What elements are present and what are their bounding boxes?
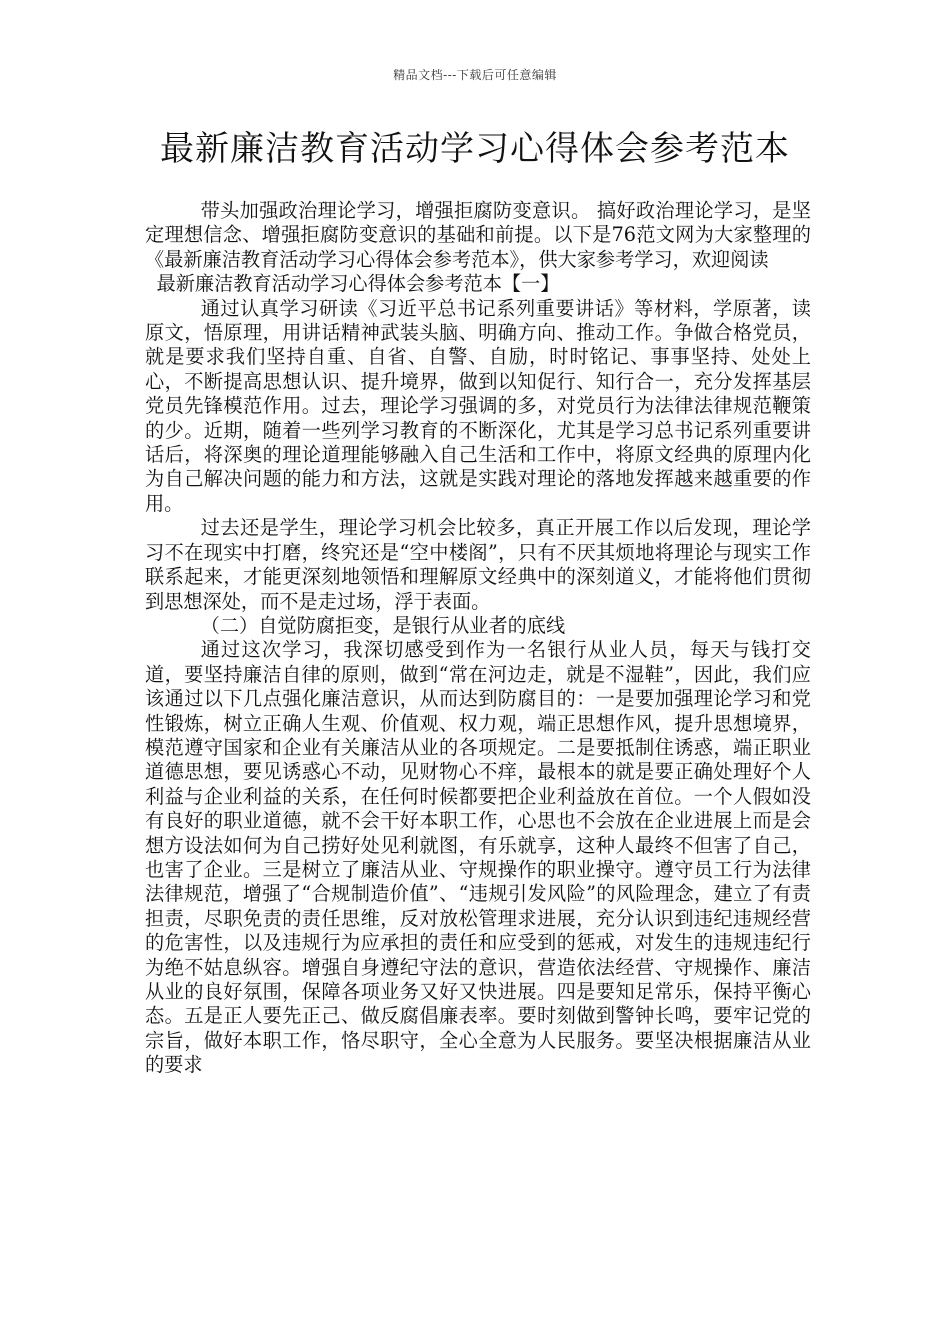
intro-paragraph: 带头加强政治理论学习，增强拒腐防变意识。 搞好政治理论学习，是坚定理想信念、增强拒腐防变意识的基础和前提。以下是76范文网为大家整理的《最新廉洁教育活动学习心得体会参考范本》，供大家参考学习，欢迎阅读	[145, 199, 811, 271]
paragraph-2: 过去还是学生，理论学习机会比较多，真正开展工作以后发现，理论学习不在现实中打磨，终究还是“空中楼阁”，只有不厌其烦地将理论与现实工作联系起来，才能更深刻地领悟和理解原文经典中的深刻道义，才能将他们贯彻到思想深处，而不是走过场，浮于表面。	[145, 516, 811, 613]
page-title: 最新廉洁教育活动学习心得体会参考范本	[160, 129, 790, 169]
header-note: 精品文档---下载后可任意编辑	[393, 68, 557, 82]
paragraph-1: 通过认真学习研读《习近平总书记系列重要讲话》等材料，学原著，读原文，悟原理，用讲话精神武装头脑、明确方向、推动工作。争做合格党员，就是要求我们坚持自重、自省、自警、自励，时时铭记、事事坚持、处处上心，不断提高思想认识、提升境界，做到以知促行、知行合一，充分发挥基层党员先锋模范作用。过去，理论学习强调的多，对党员行为法律法律规范鞭策的少。近期，随着一些列学习教育的不断深化，尤其是学习总书记系列重要讲话后，将深奥的理论道理能够融入自己生活和工作中，将原文经典的原理内化为自己解决问题的能力和方法，这就是实践对理论的落地发挥越来越重要的作用。	[145, 296, 811, 515]
paragraph-3: 通过这次学习，我深切感受到作为一名银行从业人员，每天与钱打交道，要坚持廉洁自律的原则，做到“常在河边走，就是不湿鞋”，因此，我们应该通过以下几点强化廉洁意识，从而达到防腐目的：一是要加强理论学习和党性锻炼，树立正确人生观、价值观、权力观，端正思想作风，提升思想境界，模范遵守国家和企业有关廉洁从业的各项规定。二是要抵制住诱惑，端正职业道德思想，要见诱惑心不动，见财物心不痒，最根本的就是要正确处理好个人利益与企业利益的关系，在任何时候都要把企业利益放在首位。一个人假如没有良好的职业道德，就不会干好本职工作，心思也不会放在企业进展上而是会想方设法如何为自己捞好处见利就图，有乐就享，这种人最终不但害了自己，也害了企业。三是树立了廉洁从业、守规操作的职业操守。遵守员工行为法律法律规范，增强了“合规制造价值”、“违规引发风险”的风险理念，建立了有责担责，尽职免责的责任思维，反对放松管理求进展，充分认识到违纪违规经营的危害性，以及违规行为应承担的责任和应受到的惩戒，对发生的违规违纪行为绝不姑息纵容。增强自身遵纪守法的意识，营造依法经营、守规操作、廉洁从业的良好氛围，保障各项业务又好又快进展。四是要知足常乐，保持平衡心态。五是正人要先正己、做反腐倡廉表率。要时刻做到警钟长鸣，要牢记党的宗旨，做好本职工作，恪尽职守，全心全意为人民服务。要坚决根据廉洁从业的要求	[145, 638, 811, 1077]
section-2-heading: （二）自觉防腐拒变，是银行从业者的底线	[200, 613, 566, 637]
document-body	[145, 199, 811, 1078]
sample-heading: 最新廉洁教育活动学习心得体会参考范本【一】	[156, 272, 560, 296]
